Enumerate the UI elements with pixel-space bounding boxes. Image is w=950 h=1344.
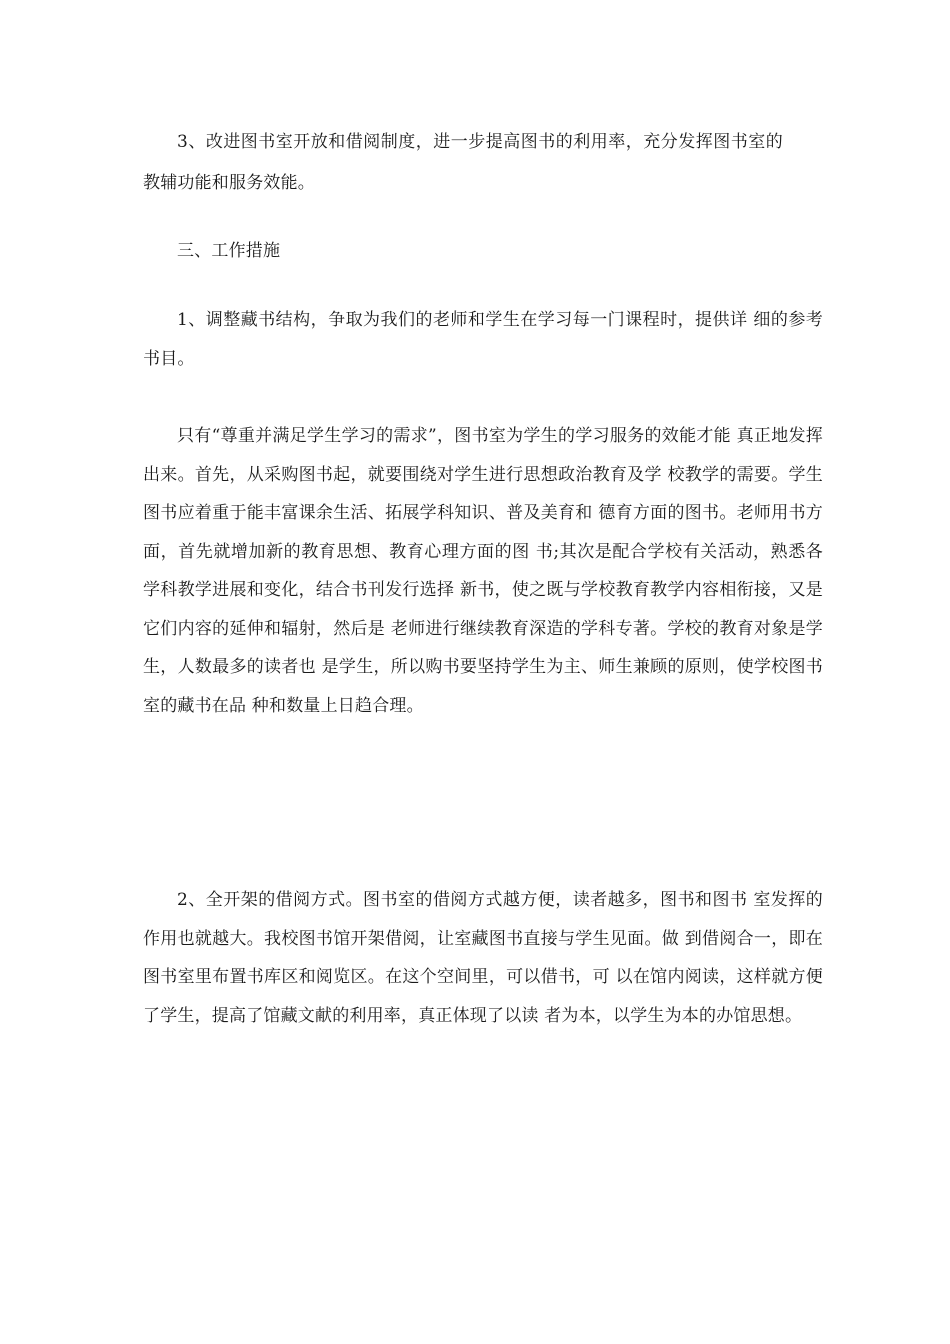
paragraph-needs: 只有“尊重并满足学生学习的需求”，图书室为学生的学习服务的效能才能 真正地发挥出来。首先，从采购图书起，就要围绕对学生进行思想政治教育及学 校教学的需要。学生图书应着重于能丰富课余生活、拓展学科知识、普及美育和 德育方面的图书。老师用书方面，首先就增加新的教育思想、教育心理方面的图 书;其次是配合学校有关活动，熟悉各学科教学进展和变化，结合书刊发行选择 新书，使之既与学校教育教学内容相衔接，又是它们内容的延伸和辐射，然后是 老师进行继续教育深造的学科专著。学校的教育对象是学生，人数最多的读者也 是学生，所以购书要坚持学生为主、师生兼顾的原则，使学校图书室的藏书在品 种和数量上日趋合理。 (143, 426, 823, 716)
paragraph-measure-2: 2、全开架的借阅方式。图书室的借阅方式越方便，读者越多，图书和图书 室发挥的作用也就越大。我校图书馆开架借阅，让室藏图书直接与学生见面。做 到借阅合一，即在图书室里布置书库区和阅览区。在这个空间里，可以借书，可 以在馆内阅读，这样就方便了学生，提高了馆藏文献的利用率，真正体现了以读 者为本，以学生为本的办馆思想。 (143, 890, 823, 1026)
paragraph-measure-1: 1、调整藏书结构，争取为我们的老师和学生在学习每一门课程时，提供详 细的参考书目。 (143, 310, 823, 369)
paragraph-goal-3: 3、改进图书室开放和借阅制度，进一步提高图书的利用率，充分发挥图书室的教辅功能和服务效能。 (143, 132, 783, 193)
section-heading-measures: 三、工作措施 (177, 241, 281, 261)
